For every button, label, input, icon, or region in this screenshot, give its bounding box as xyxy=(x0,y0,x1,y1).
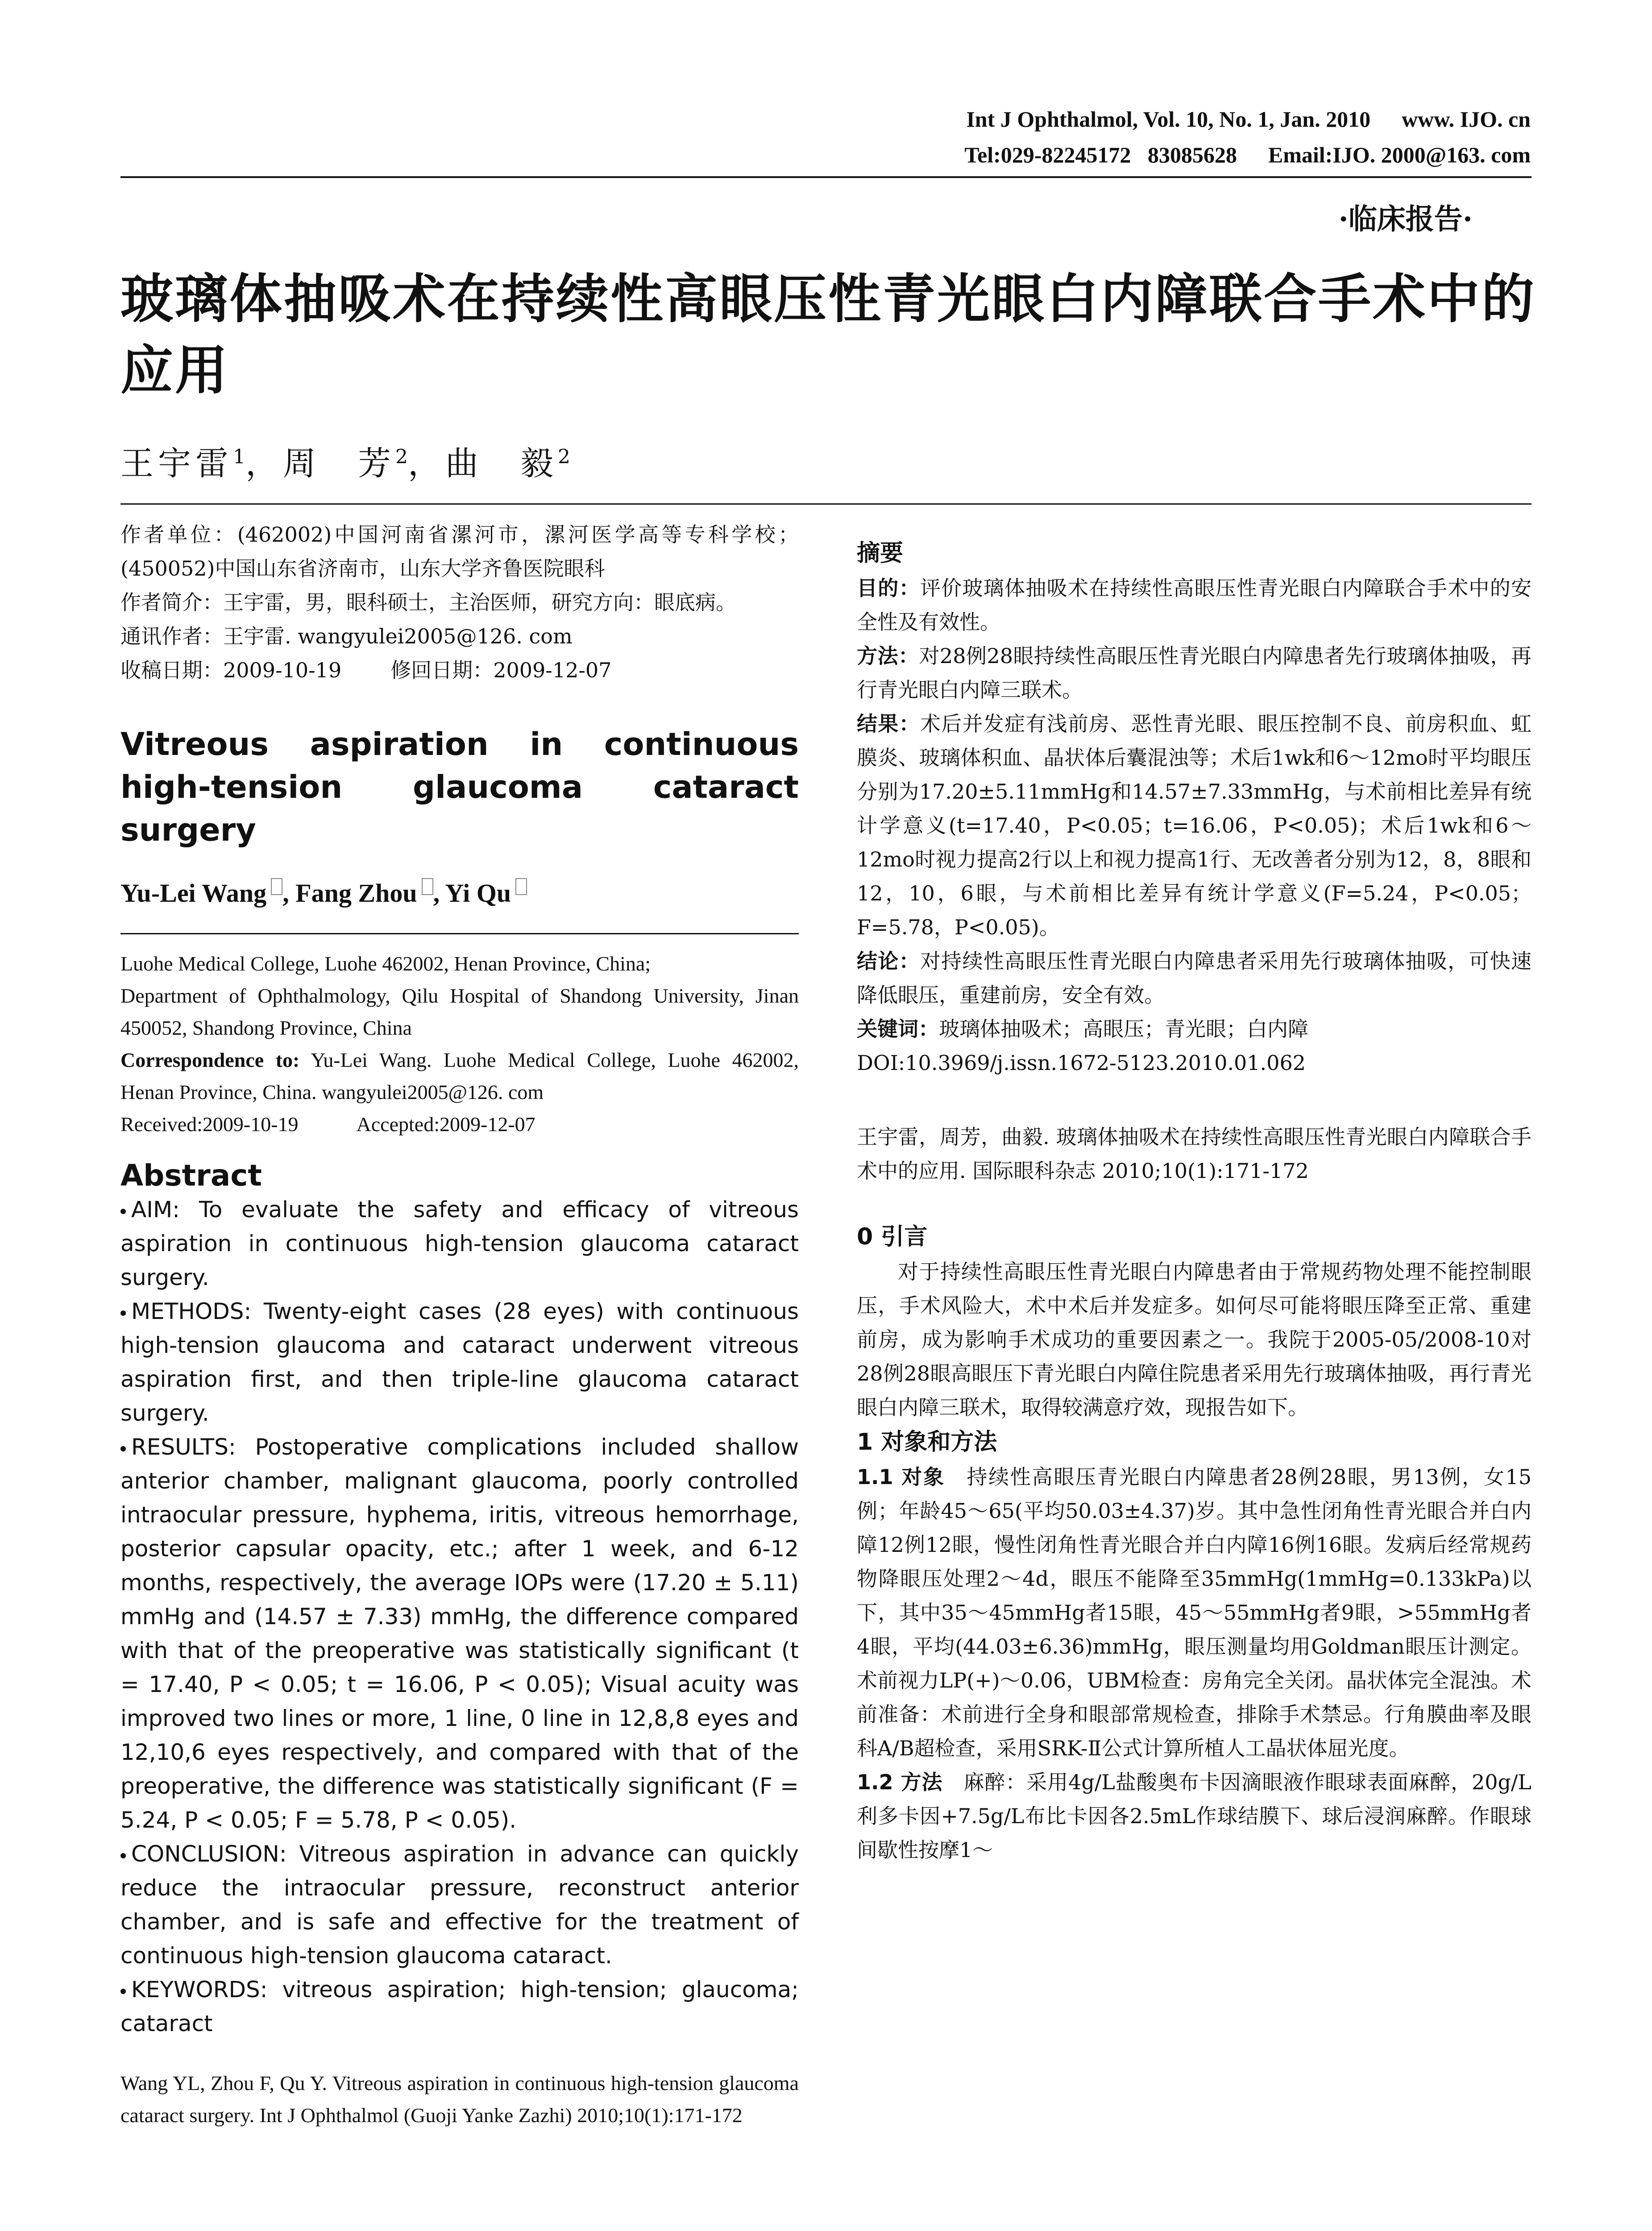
author-3-sup: 2 xyxy=(558,445,570,469)
abstract-body-en xyxy=(120,1193,799,2040)
en-author-1: Yu-Lei Wang xyxy=(120,879,267,908)
abstract-methods: METHODS: Twenty-eight cases (28 eyes) with continuous high-tension glaucoma and cataract underwent vitreous aspiration first, and then triple-line glaucoma cataract surgery. xyxy=(120,1298,799,1426)
en-correspondence-label: Correspondence to: xyxy=(120,1049,300,1071)
author-3: 曲 毅 xyxy=(445,444,558,483)
abstract-conclusion: CONCLUSION: Vitreous aspiration in advance can quickly reduce the intraocular pressure, reconstruct anterior chamber, and is safe and effective for the treatment of continuous high-tension glaucoma cataract. xyxy=(120,1841,799,1969)
abstract-heading: Abstract xyxy=(120,1158,262,1193)
correspondence-cn: 通讯作者：王宇雷. wangyulei2005@126. com xyxy=(120,624,573,648)
title-rule xyxy=(120,503,1532,505)
english-authors: Yu-Lei Wang , Fang Zhou , Yi Qu xyxy=(120,878,799,908)
abstract-aim: AIM: To evaluate the safety and efficacy of vitreous aspiration in continuous high-tension glaucoma cataract surgery. xyxy=(120,1197,799,1290)
en-affiliation-1: Luohe Medical College, Luohe 462002, Henan Province, China; xyxy=(120,952,651,975)
en-affiliation-2: Department of Ophthalmology, Qilu Hospital of Shandong University, Jinan 450052, Shandong Province, China xyxy=(120,984,799,1039)
en-accepted: Accepted:2009-12-07 xyxy=(356,1113,535,1136)
revised-cn: 修回日期：2009-12-07 xyxy=(390,658,612,682)
abstract-cn-conclusion: 结论：对持续性高眼压性青光眼白内障患者采用先行玻璃体抽吸，可快速降低眼压，重建前房，安全有效。 xyxy=(857,949,1532,1007)
methods-heading: 1 对象和方法 xyxy=(857,1429,997,1456)
en-author-2: Fang Zhou xyxy=(295,879,417,908)
english-author-info xyxy=(120,948,799,1140)
abstract-cn-results: 结果：术后并发症有浅前房、恶性青光眼、眼压控制不良、前房积血、虹膜炎、玻璃体积血、晶状体后囊混浊等；术后1wk和6～12mo时平均眼压分别为17.20±5.11mmHg和14.57±7.33mmHg，与术前相比差异有统计学意义(t=17.40，P<0.05；t=16.06，P<0.05)；术后1wk和6～12mo时视力提高2行以上和视力提高1行、无改善者分别为12，8，8眼和12，10，6眼，与术前相比差异有统计学意义(F=5.24，P<0.05；F=5.78，P<0.05)。 xyxy=(857,712,1532,939)
author-2-sup: 2 xyxy=(395,445,408,469)
intro-heading: 0 引言 xyxy=(857,1223,928,1250)
abstract-cn-keywords: 关键词：玻璃体抽吸术；高眼压；青光眼；白内障 xyxy=(857,1017,1308,1041)
authors-cn: 王宇雷$^1$，周 芳$^2$，曲 毅$^2$ xyxy=(120,444,570,483)
profile-cn: 作者简介：王宇雷，男，眼科硕士，主治医师，研究方向：眼底病。 xyxy=(120,590,736,614)
methods-subjects: 1.1 对象 持续性高眼压青光眼白内障患者28例28眼，男13例，女15例；年龄45～65(平均50.03±4.37)岁。其中急性闭角性青光眼合并白内障12例12眼，慢性闭角性青光眼合并白内障16例16眼。发病后经常规药物降眼压处理2～4d，眼压不能降至35mmHg(1mmHg=0.133kPa)以下，其中35～45mmHg者15眼，45～55mmHg者9眼，>55mmHg者4眼，平均(44.03±6.36)mmHg，眼压测量均用Goldman眼压计测定。术前视力LP(+)～0.06，UBM检查：房角完全关闭。晶状体完全混浊。术前准备：术前进行全身和眼部常规检查，排除手术禁忌。行角膜曲率及眼科A/B超检查，采用SRK-Ⅱ公式计算所植人工晶状体屈光度。 xyxy=(857,1465,1532,1760)
author-1-sup: 1 xyxy=(233,445,245,469)
methods-procedure: 1.2 方法 麻醉：采用4g/L盐酸奥布卡因滴眼液作眼球表面麻醉，20g/L利多卡因+7.5g/L布比卡因各2.5mL作球结膜下、球后浸润麻醉。作眼球间歇性按摩1～ xyxy=(857,1770,1532,1862)
journal-website: www. IJO. cn xyxy=(1402,107,1531,132)
author-2: 周 芳 xyxy=(283,444,395,483)
abstract-results: RESULTS: Postoperative complications included shallow anterior chamber, malignant glaucoma, poorly controlled intraocular pressure, hyphema, iritis, vitreous hemorrhage, posterior capsular opacity, etc.; after 1 week, and 6-12 months, respectively, the average IOPs were (17.20 ± 5.11) mmHg and (14.57 ± 7.33) mmHg, the difference compared with that of the preoperative was statistically significant (t = 17.40, P < 0.05; t = 16.06, P < 0.05); Visual acuity was improved two lines or more, 1 line, 0 line in 12,8,8 eyes and 12,10,6 eyes respectively, and compared with that of the preoperative, the difference was statistically significant (F = 5.24, P < 0.05; F = 5.78, P < 0.05). xyxy=(120,1434,799,1833)
en-correspondence xyxy=(120,1044,799,1108)
english-authors-rule xyxy=(120,933,799,934)
en-received: Received:2009-10-19 xyxy=(120,1113,299,1136)
journal-email: Email:IJO. 2000@163. com xyxy=(1268,142,1531,167)
left-column xyxy=(120,518,799,2131)
journal-header-line1 xyxy=(861,106,1531,132)
english-title: Vitreous aspiration in continuous high-tension glaucoma cataract surgery xyxy=(120,726,799,848)
intro-text: 对于持续性高眼压性青光眼白内障患者由于常规药物处理不能控制眼压，手术风险大，术中术后并发症多。如何尽可能将眼压降至正常、重建前房，成为影响手术成功的重要因素之一。我院于2005-05/2008-10对28例28眼高眼压下青光眼白内障住院患者采用先行玻璃体抽吸，再行青光眼白内障三联术，取得较满意疗效，现报告如下。 xyxy=(857,1260,1532,1419)
author-info-cn xyxy=(120,518,799,687)
citation-cn: 王宇雷，周芳，曲毅. 玻璃体抽吸术在持续性高眼压性青光眼白内障联合手术中的应用. 国际眼科杂志 2010;10(1):171-172 xyxy=(857,1125,1532,1183)
journal-citation: Int J Ophthalmol, Vol. 10, No. 1, Jan. 2010 xyxy=(966,107,1371,132)
journal-header-line2 xyxy=(861,142,1531,168)
affiliation-cn: 作者单位：(462002)中国河南省漯河市，漯河医学高等专科学校；(450052)中国山东省济南市，山东大学齐鲁医院眼科 xyxy=(120,523,799,581)
section-tag: ·临床报告· xyxy=(1338,203,1473,236)
dates-cn xyxy=(120,653,799,687)
abstract-cn xyxy=(857,535,1532,1867)
abstract-cn-methods: 方法：对28例28眼持续性高眼压性青光眼白内障患者先行玻璃体抽吸，再行青光眼白内障三联术。 xyxy=(857,644,1532,702)
abstract-keywords: KEYWORDS: vitreous aspiration; high-tension; glaucoma; cataract xyxy=(120,1977,799,2036)
abstract-cn-aim: 目的：评价玻璃体抽吸术在持续性高眼压性青光眼白内障联合手术中的安全性及有效性。 xyxy=(857,576,1532,634)
author-1: 王宇雷 xyxy=(120,444,233,483)
en-correspondence-text: Yu-Lei Wang. Luohe Medical College, Luohe 462002, Henan Province, China. wangyulei2005@126. com xyxy=(120,1049,799,1103)
journal-tel: Tel:029-82245172 83085628 xyxy=(964,142,1237,167)
abstract-cn-doi: DOI:10.3969/j.issn.1672-5123.2010.01.062 xyxy=(857,1051,1306,1075)
article-title: 玻璃体抽吸术在持续性高眼压性青光眼白内障联合手术中的应用 xyxy=(120,268,1536,401)
citation-en: Wang YL, Zhou F, Qu Y. Vitreous aspiration in continuous high-tension glaucoma cataract surgery. Int J Ophthalmol (Guoji Yanke Zazhi) 2010;10(1):171-172 xyxy=(120,2072,799,2127)
received-cn: 收稿日期：2009-10-19 xyxy=(120,658,342,682)
header-rule xyxy=(120,176,1532,178)
en-dates xyxy=(120,1108,799,1140)
abstract-cn-heading: 摘要 xyxy=(857,540,904,567)
right-column xyxy=(857,518,1532,1867)
en-author-3: Yi Qu xyxy=(445,879,511,908)
